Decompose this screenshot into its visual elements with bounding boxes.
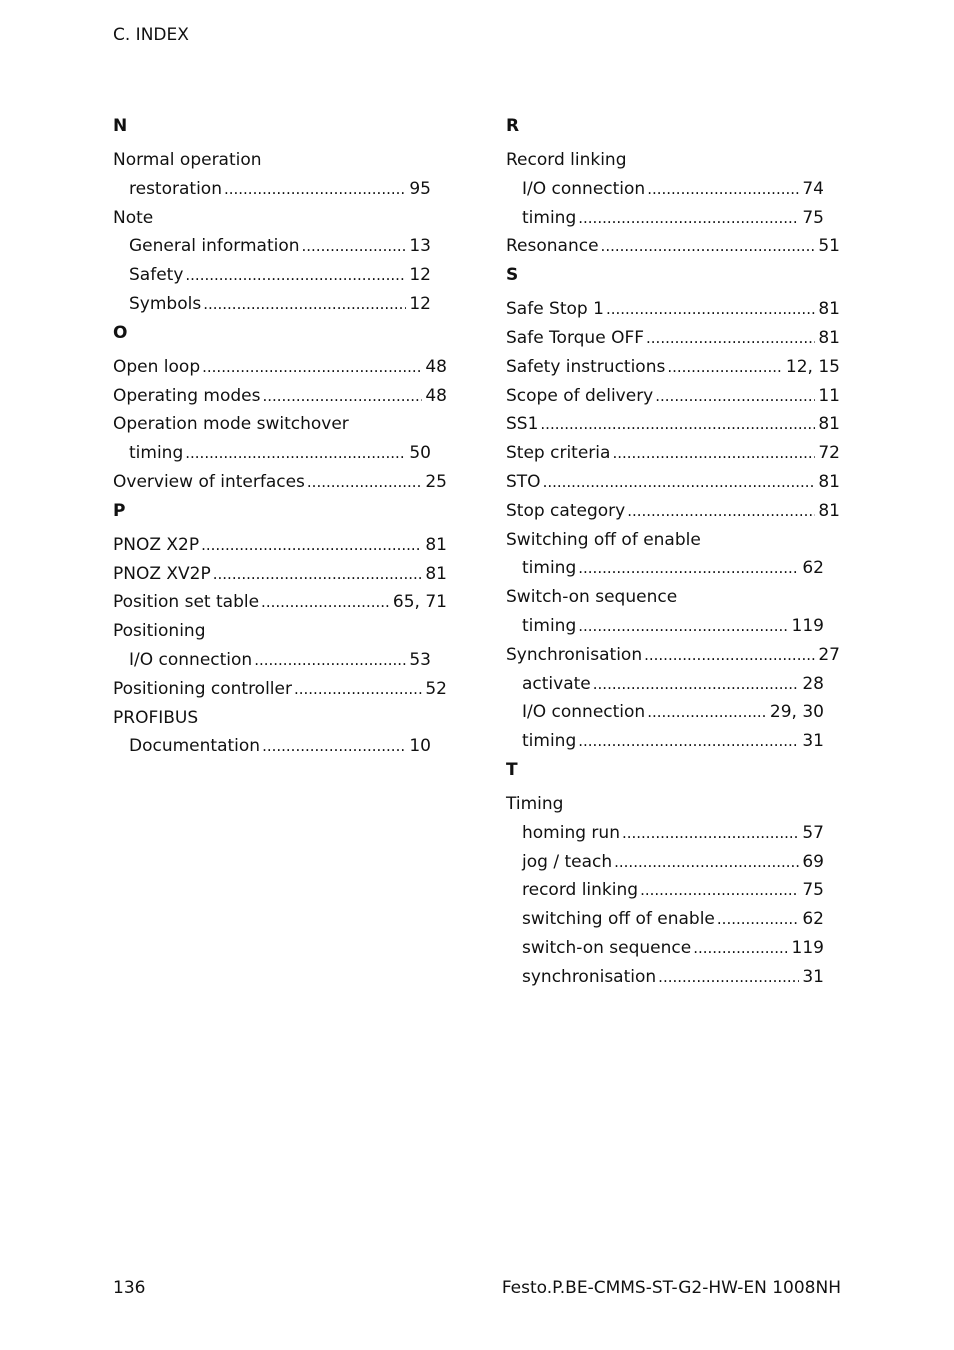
index-section: [506, 261, 840, 756]
dot-leader: [601, 232, 816, 260]
page-reference: 81: [818, 500, 840, 521]
dot-leader: [693, 934, 788, 962]
index-entry: [506, 439, 840, 468]
index-section: [113, 497, 447, 761]
index-term: Safety: [129, 265, 184, 286]
dot-leader: [655, 382, 815, 410]
dot-leader: [543, 468, 816, 496]
index-term: Symbols: [129, 293, 202, 314]
page-reference: 95: [409, 178, 431, 199]
index-term: Step criteria: [506, 443, 611, 464]
index-subentry: [506, 848, 840, 877]
index-term: Note: [113, 207, 154, 228]
index-term: Switching off of enable: [506, 529, 701, 550]
dot-leader: [307, 468, 422, 496]
index-term: Operation mode switchover: [113, 414, 349, 435]
page-reference: 81: [425, 534, 447, 555]
dot-leader: [201, 531, 422, 559]
page-reference: 27: [818, 644, 840, 665]
index-term: restoration: [129, 178, 222, 199]
document-id: Festo.P.BE-CMMS-ST-G2-HW-EN 1008NH: [501, 1278, 841, 1298]
page-reference: 25: [425, 471, 447, 492]
page-reference: 81: [818, 327, 840, 348]
dot-leader: [644, 641, 815, 669]
index-subentry: [506, 905, 840, 934]
section-letter: R: [506, 116, 520, 136]
dot-leader: [302, 232, 407, 260]
index-term: timing: [522, 615, 577, 636]
index-entry: [506, 526, 840, 555]
dot-leader: [185, 261, 406, 289]
page-reference: 12, 15: [785, 356, 840, 377]
index-entry: [506, 790, 840, 819]
page-reference: 65, 71: [392, 592, 447, 613]
page-reference: 53: [409, 649, 431, 670]
page-reference: 13: [409, 236, 431, 257]
index-column-right: [506, 112, 840, 992]
page-reference: 48: [425, 385, 447, 406]
index-term: Normal operation: [113, 150, 262, 170]
index-entry: [113, 468, 447, 497]
page-reference: 29, 30: [769, 702, 824, 723]
index-entry: [113, 675, 447, 704]
index-entry: [113, 617, 447, 646]
dot-leader: [640, 876, 799, 904]
index-term: Timing: [506, 793, 564, 814]
page-reference: 50: [409, 443, 431, 464]
page-reference: 81: [818, 471, 840, 492]
section-letter: P: [113, 500, 126, 521]
index-term: Safe Stop 1: [506, 299, 604, 320]
page-reference: 81: [818, 414, 840, 435]
dot-leader: [294, 675, 422, 703]
index-subentry: [506, 204, 840, 233]
page-number: 136: [113, 1278, 146, 1298]
dot-leader: [262, 732, 406, 760]
page-reference: 75: [802, 207, 824, 228]
dot-leader: [606, 295, 815, 323]
dot-leader: [667, 353, 783, 381]
index-term: timing: [522, 558, 577, 579]
index-entry: [506, 641, 840, 670]
dot-leader: [612, 439, 815, 467]
index-term: I/O connection: [129, 649, 253, 670]
dot-leader: [578, 204, 799, 232]
page-reference: 62: [802, 558, 824, 579]
index-term: timing: [522, 207, 577, 228]
section-letter: N: [113, 116, 128, 136]
page-reference: 10: [409, 736, 431, 757]
index-subentry: [113, 290, 447, 319]
dot-leader: [578, 612, 788, 640]
index-entry: [113, 560, 447, 589]
index-entry: [506, 410, 840, 439]
index-subentry: [506, 727, 840, 756]
index-term: switching off of enable: [522, 909, 715, 930]
page-reference: 31: [802, 966, 824, 987]
index-entry: [506, 583, 840, 612]
index-entry: [113, 146, 447, 175]
index-term: jog / teach: [522, 851, 613, 872]
page-reference: 119: [791, 615, 824, 636]
index-subentry: [506, 670, 840, 699]
index-term: Switch-on sequence: [506, 587, 678, 608]
page-reference: 69: [802, 851, 824, 872]
dot-leader: [717, 905, 799, 933]
page-reference: 52: [425, 678, 447, 699]
page-reference: 74: [802, 178, 824, 199]
dot-leader: [262, 382, 422, 410]
page-reference: 51: [818, 236, 840, 257]
index-entry: [113, 531, 447, 560]
index-entry: [506, 497, 840, 526]
dot-leader: [213, 560, 423, 588]
page-reference: 57: [802, 822, 824, 843]
index-term: Position set table: [113, 592, 260, 613]
index-entry: [113, 353, 447, 382]
dot-leader: [578, 554, 799, 582]
dot-leader: [614, 848, 799, 876]
index-column-left: [113, 112, 447, 761]
index-term: General information: [129, 236, 300, 257]
index-term: record linking: [522, 880, 639, 901]
page-reference: 12: [409, 293, 431, 314]
index-term: Resonance: [506, 236, 599, 257]
index-entry: [506, 146, 840, 175]
index-section: [113, 112, 447, 319]
index-term: Scope of delivery: [506, 385, 654, 406]
page-reference: 62: [802, 909, 824, 930]
dot-leader: [254, 646, 406, 674]
dot-leader: [647, 175, 799, 203]
index-term: switch-on sequence: [522, 937, 692, 958]
index-term: Synchronisation: [506, 644, 643, 665]
page-reference: 72: [818, 443, 840, 464]
index-subentry: [113, 261, 447, 290]
section-letter: T: [506, 759, 518, 780]
dot-leader: [261, 588, 390, 616]
index-term: STO: [506, 471, 541, 492]
index-entry: [113, 382, 447, 411]
page-reference: 81: [425, 563, 447, 584]
index-subentry: [113, 732, 447, 761]
index-entry: [113, 588, 447, 617]
dot-leader: [593, 670, 800, 698]
index-term: Record linking: [506, 150, 627, 170]
index-subentry: [113, 646, 447, 675]
index-term: Overview of interfaces: [113, 471, 305, 492]
dot-leader: [627, 497, 815, 525]
dot-leader: [622, 819, 799, 847]
dot-leader: [185, 439, 406, 467]
index-entry: [506, 353, 840, 382]
index-term: synchronisation: [522, 966, 657, 987]
index-term: I/O connection: [522, 178, 646, 199]
index-term: Positioning controller: [113, 678, 292, 699]
index-term: activate: [522, 673, 591, 694]
index-subentry: [506, 876, 840, 905]
index-entry: [506, 468, 840, 497]
index-section: [113, 319, 447, 497]
index-entry: [113, 204, 447, 233]
dot-leader: [202, 353, 422, 381]
dot-leader: [540, 410, 815, 438]
page-reference: 31: [802, 731, 824, 752]
page-reference: 81: [818, 299, 840, 320]
index-subentry: [506, 819, 840, 848]
index-term: SS1: [506, 414, 539, 435]
dot-leader: [578, 727, 799, 755]
dot-leader: [203, 290, 406, 318]
index-subentry: [506, 934, 840, 963]
index-term: timing: [522, 731, 577, 752]
index-term: I/O connection: [522, 702, 646, 723]
index-term: PNOZ XV2P: [113, 563, 211, 584]
page-reference: 12: [409, 265, 431, 286]
index-subentry: [506, 698, 840, 727]
dot-leader: [658, 963, 799, 991]
page-reference: 119: [791, 937, 824, 958]
index-entry: [506, 382, 840, 411]
page-reference: 75: [802, 880, 824, 901]
page-reference: 11: [818, 385, 840, 406]
index-term: Stop category: [506, 500, 626, 521]
index-term: Documentation: [129, 736, 261, 757]
index-subentry: [506, 554, 840, 583]
index-entry: [506, 232, 840, 261]
dot-leader: [646, 324, 815, 352]
index-entry: [113, 704, 447, 733]
index-subentry: [506, 963, 840, 992]
index-subentry: [113, 439, 447, 468]
index-term: Safety instructions: [506, 356, 666, 377]
page-reference: 48: [425, 356, 447, 377]
section-letter: S: [506, 265, 519, 286]
section-letter: O: [113, 322, 128, 343]
page-reference: 28: [802, 673, 824, 694]
index-section: [506, 112, 840, 261]
index-term: homing run: [522, 822, 620, 843]
index-subentry: [113, 175, 447, 204]
index-entry: [113, 410, 447, 439]
index-subentry: [506, 612, 840, 641]
index-term: Positioning: [113, 621, 206, 642]
index-entry: [506, 295, 840, 324]
index-term: PROFIBUS: [113, 707, 199, 728]
index-subentry: [113, 232, 447, 261]
dot-leader: [647, 698, 767, 726]
index-term: Open loop: [113, 356, 201, 377]
dot-leader: [224, 175, 406, 203]
running-head: C. INDEX: [113, 25, 189, 45]
index-term: Operating modes: [113, 385, 261, 406]
index-term: Safe Torque OFF: [506, 327, 645, 348]
index-entry: [506, 324, 840, 353]
index-term: PNOZ X2P: [113, 534, 200, 555]
index-term: timing: [129, 443, 184, 464]
index-subentry: [506, 175, 840, 204]
index-section: [506, 756, 840, 992]
